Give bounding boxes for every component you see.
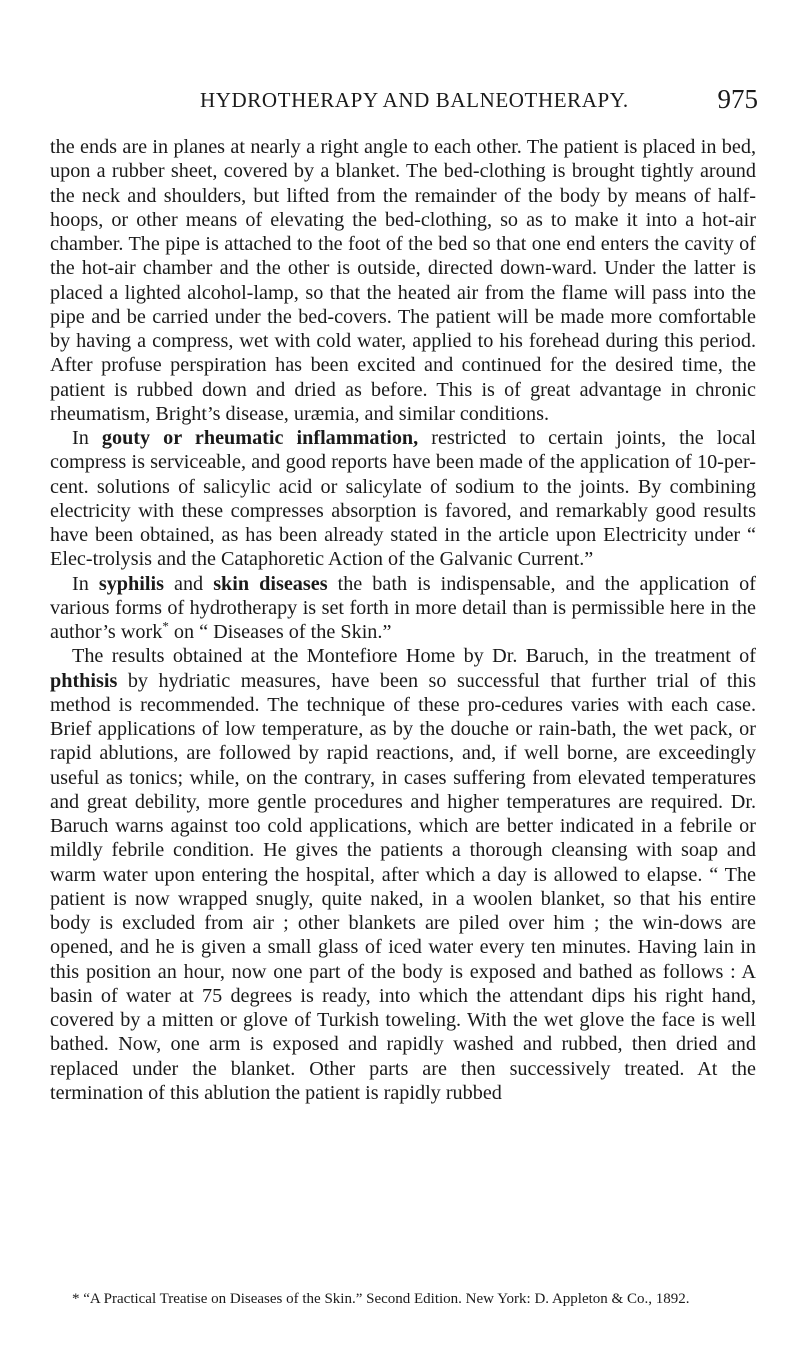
paragraph-text: restricted to certain joints, the local compress is serviceable, and good reports have been made of the application of 10-per-cent. solutions of salicylic acid or salicylate of sodium to the joints. By combining electricity with these compresses absorption is favored, and remarkably good results have been obtained, as has been already stated in the article upon Electricity under “ Elec-trolysis and the Cataphoretic Action of the Galvanic Current.” bbox=[50, 427, 757, 571]
paragraph-syphilis-skin bbox=[50, 572, 756, 645]
running-title: HYDROTHERAPY AND BALNEOTHERAPY. bbox=[200, 88, 629, 112]
bold-term-syphilis: syphilis bbox=[98, 572, 164, 595]
footnote: * “A Practical Treatise on Diseases of the Skin.” Second Edition. New York: D. Appleton & Co., 1892. bbox=[72, 1291, 690, 1307]
footnote-reference-mark: * bbox=[162, 618, 169, 634]
paragraph-text: In bbox=[72, 427, 102, 449]
bold-term-skin-diseases: skin diseases bbox=[213, 572, 328, 595]
paragraph-text: by hydriatic measures, have been so successful that further trial of this method is recommended. The technique of these pro-cedures varies with each case. Brief applications of low temperature, as by the douche or rain-bath, the wet pack, or rapid ablutions, are followed by rapid reactions, and, if well borne, are exceedingly useful as tonics; while, on the contrary, in cases suffering from elevated temperatures and great debility, more gentle procedures and higher temperatures are required. Dr. Baruch warns against too cold applications, which are better indicated in a febrile or mildly febrile condition. He gives the patients a thorough cleansing with soap and warm water upon entering the hospital, after which a day is allowed to elapse. “ The patient is now wrapped snugly, quite naked, in a woolen blanket, so that his entire body is excluded from air ; other blankets are piled over him ; the win-dows are opened, and he is given a small glass of iced water every ten minutes. Having lain in this position an hour, now one part of the body is exposed and bathed as follows : A basin of water at 75 degrees is ready, into which the attendant dips his right hand, covered by a mitten or glove of Turkish toweling. With the wet glove the face is well bathed. Now, one arm is exposed and rapidly washed and rubbed, then dried and replaced under the blanket. Other parts are then successively treated. At the termination of this ablution the patient is rapidly rubbed bbox=[50, 669, 756, 1104]
paragraph-text: and bbox=[163, 572, 214, 595]
paragraph-text: on “ Diseases of the Skin.” bbox=[168, 621, 392, 643]
paragraph-gouty-rheumatic bbox=[50, 426, 756, 572]
paragraph-text: In bbox=[72, 572, 99, 595]
paragraph-text: the bath is indispensable, and the application of various forms of hydrotherapy is set forth in more detail than is permissible here in the author’s work bbox=[50, 572, 756, 643]
page-number: 975 bbox=[717, 84, 758, 114]
body-text bbox=[50, 135, 756, 1105]
bold-term-phthisis: phthisis bbox=[50, 669, 118, 692]
running-head bbox=[150, 84, 758, 118]
paragraph-phthisis bbox=[50, 644, 756, 1105]
bold-term-gouty-rheumatic: gouty or rheumatic inflammation, bbox=[101, 427, 419, 449]
paragraph-hot-air-bath: the ends are in planes at nearly a right angle to each other. The patient is placed in bed, upon a rubber sheet, covered by a blanket. The bed-clothing is brought tightly around the neck and shoulders, but lifted from the remainder of the body by means of half-hoops, or other means of elevating the bed-clothing, so as to make it into a hot-air chamber. The pipe is attached to the foot of the bed so that one end enters the cavity of the hot-air chamber and the other is outside, directed down-ward. Under the latter is placed a lighted alcohol-lamp, so that the heated air from the flame will pass into the pipe and be carried under the bed-covers. The patient will be made more comfortable by having a compress, wet with cold water, applied to his forehead during this period. After profuse perspiration has been excited and continued for the desired time, the patient is rubbed down and dried as before. This is of great advantage in chronic rheumatism, Bright’s disease, uræmia, and similar conditions. bbox=[50, 136, 756, 425]
paragraph-text: The results obtained at the Montefiore Home by Dr. Baruch, in the treatment of bbox=[72, 645, 756, 668]
